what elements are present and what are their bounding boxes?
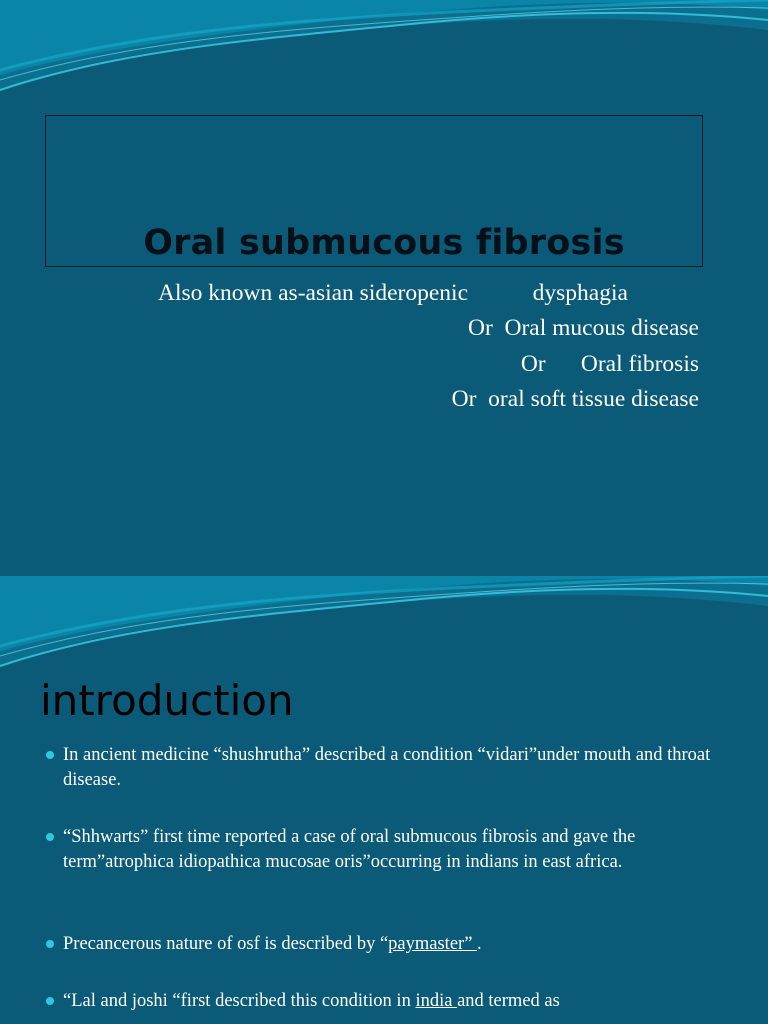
subtitle-line-4: Or oral soft tissue disease xyxy=(451,386,699,412)
paymaster-link[interactable]: paymaster” xyxy=(388,934,478,954)
bullet-dot-icon xyxy=(46,751,54,759)
subtitle-line-1: Also known as-asian sideropenic dysphagia xyxy=(158,280,628,306)
bullet-item xyxy=(46,825,716,875)
bullet-text-part: “Lal and joshi “first described this condition in xyxy=(63,991,416,1011)
wave-decoration xyxy=(0,576,768,686)
bullet-text: “Shhwarts” first time reported a case of oral submucous fibrosis and gave the term”atrophica idiopathica mucosae oris”occurring in indians in east africa. xyxy=(63,827,636,872)
subtitle-line-2: Or Oral mucous disease xyxy=(467,315,699,341)
india-link[interactable]: india xyxy=(415,991,458,1011)
bullet-dot-icon xyxy=(46,833,54,841)
bullet-text: In ancient medicine “shushrutha” described a condition “vidari”under mouth and throat disease. xyxy=(63,745,711,790)
bullet-item xyxy=(46,932,716,957)
bullet-text-part: . xyxy=(477,934,482,954)
slide-heading: introduction xyxy=(40,676,294,725)
bullet-text-part: Precancerous nature of osf is described by “ xyxy=(63,934,389,954)
slide-title: Oral submucous fibrosis xyxy=(143,223,625,263)
bullet-dot-icon xyxy=(46,940,54,948)
bullet-item xyxy=(46,989,716,1014)
bullet-text-part: and termed as xyxy=(457,991,560,1011)
bullet-item xyxy=(46,743,716,793)
subtitle-line-3: Or Oral fibrosis xyxy=(520,351,699,377)
bullet-dot-icon xyxy=(46,997,54,1005)
wave-decoration xyxy=(0,0,768,110)
bullet-text xyxy=(63,989,716,1014)
slide-2 xyxy=(0,576,768,1024)
bullet-text xyxy=(63,932,716,957)
